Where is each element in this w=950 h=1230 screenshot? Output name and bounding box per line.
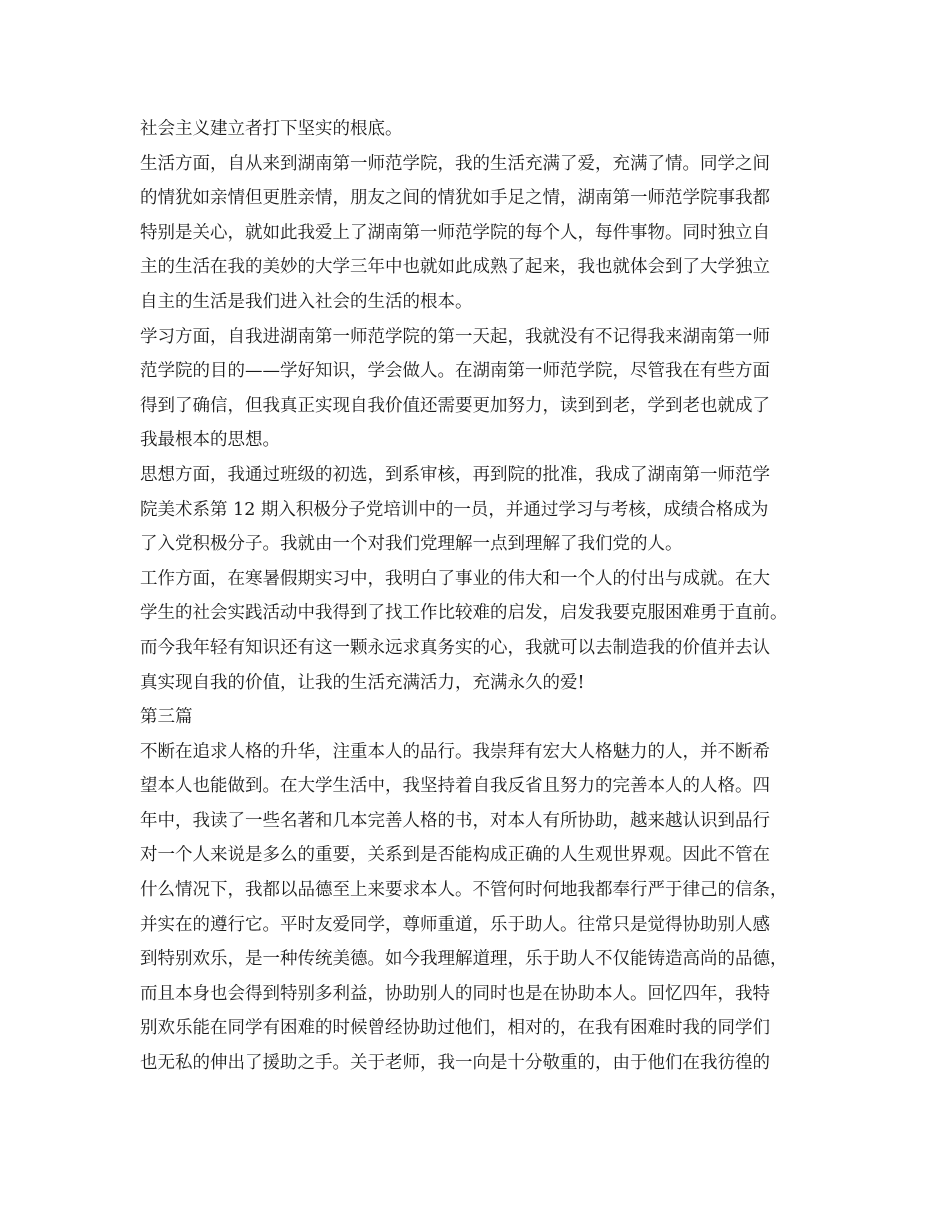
text-line: 年中，我读了一些名著和几本完善人格的书，对本人有所协助，越来越认识到品行	[140, 810, 770, 831]
text-line: 学生的社会实践活动中我得到了找工作比较难的启发，启发我要克服困难勇于直前。	[140, 603, 788, 624]
text-line: 并实在的遵行它。平时友爱同学，尊师重道，乐于助人。往常只是觉得协助别人感	[140, 914, 770, 935]
text-line: 工作方面，在寒暑假期实习中，我明白了事业的伟大和一个人的付出与成就。在大	[140, 568, 770, 589]
document-body	[140, 112, 830, 1081]
text-line: 生活方面，自从来到湖南第一师范学院，我的生活充满了爱，充满了情。同学之间	[140, 153, 770, 174]
text-line: 社会主义建立者打下坚实的根底。	[140, 119, 403, 139]
text-line: 思想方面，我通过班级的初选，到系审核，再到院的批准，我成了湖南第一师范学	[140, 464, 770, 485]
text-line: 特别是关心，就如此我爱上了湖南第一师范学院的每个人，每件事物。同时独立自	[140, 222, 770, 243]
text-line: 得到了确信，但我真正实现自我价值还需要更加努力，读到到老，学到老也就成了	[140, 395, 770, 416]
section-heading: 第三篇	[140, 707, 193, 728]
text-line: 真实现自我的价值，让我的生活充满活力，充满永久的爱!	[140, 672, 585, 693]
text-line: 范学院的目的——学好知识，学会做人。在湖南第一师范学院，尽管我在有些方面	[140, 361, 770, 382]
text-line: 的情犹如亲情但更胜亲情，朋友之间的情犹如手足之情，湖南第一师范学院事我都	[140, 188, 770, 209]
text-line: 主的生活在我的美妙的大学三年中也就如此成熟了起来，我也就体会到了大学独立	[140, 257, 770, 278]
text-line: 到特别欢乐，是一种传统美德。如今我理解道理，乐于助人不仅能铸造高尚的品德，	[140, 949, 788, 970]
text-line: 不断在追求人格的升华，注重本人的品行。我崇拜有宏大人格魅力的人，并不断希	[140, 741, 770, 762]
text-line: 了入党积极分子。我就由一个对我们党理解一点到理解了我们党的人。	[140, 534, 683, 555]
text-line: 而今我年轻有知识还有这一颗永远求真务实的心，我就可以去制造我的价值并去认	[140, 637, 770, 658]
text-line: 望本人也能做到。在大学生活中，我坚持着自我反省且努力的完善本人的人格。四	[140, 776, 770, 797]
text-line: 别欢乐能在同学有困难的时候曾经协助过他们，相对的，在我有困难时我的同学们	[140, 1018, 770, 1039]
text-line: 也无私的伸出了援助之手。关于老师，我一向是十分敬重的，由于他们在我彷徨的	[140, 1053, 770, 1074]
text-line: 院美术系第 12 期入积极分子党培训中的一员，并通过学习与考核，成绩合格成为	[140, 499, 769, 520]
text-line: 学习方面，自我进湖南第一师范学院的第一天起，我就没有不记得我来湖南第一师	[140, 326, 770, 347]
text-line: 对一个人来说是多么的重要，关系到是否能构成正确的人生观世界观。因此不管在	[140, 845, 770, 866]
text-line: 什么情况下，我都以品德至上来要求本人。不管何时何地我都奉行严于律己的信条，	[140, 880, 788, 901]
text-line: 自主的生活是我们进入社会的生活的根本。	[140, 291, 473, 312]
text-line: 而且本身也会得到特别多利益，协助别人的同时也是在协助本人。回忆四年，我特	[140, 983, 770, 1004]
text-line: 我最根本的思想。	[140, 430, 280, 451]
